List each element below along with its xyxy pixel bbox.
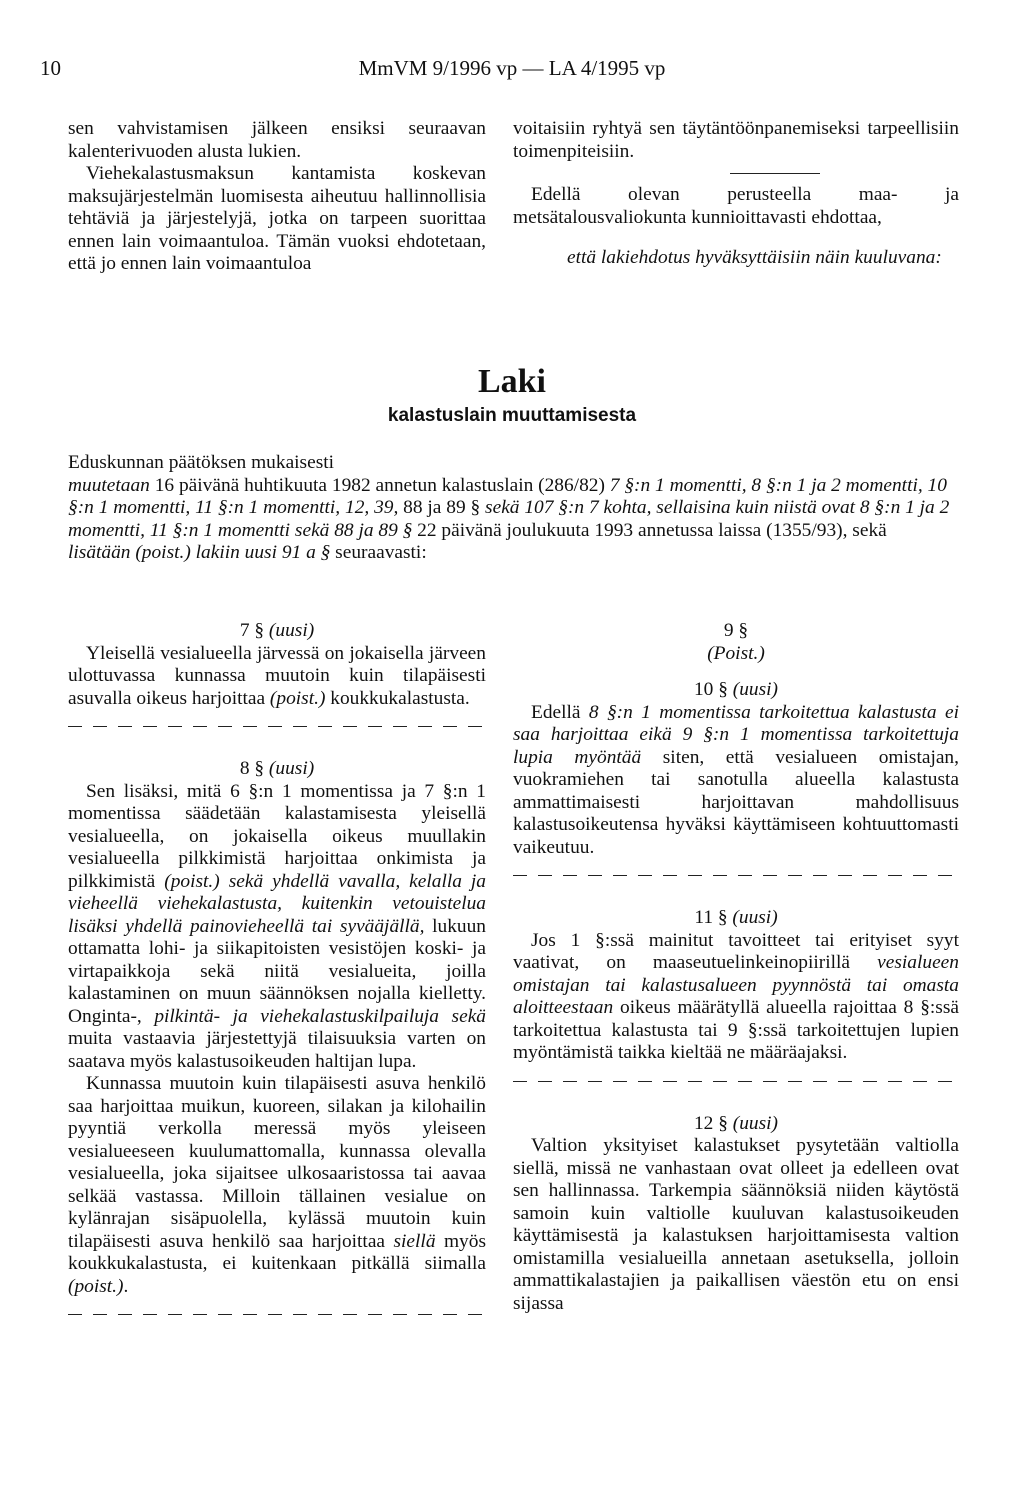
paragraph bbox=[68, 1073, 486, 1298]
law-title: Laki bbox=[477, 363, 547, 400]
right-column bbox=[513, 620, 959, 1315]
preamble-text: 22 päivänä joulukuuta 1993 annetussa laissa (1355/93), sekä bbox=[412, 519, 887, 541]
section-heading bbox=[513, 1113, 959, 1136]
top-right-column bbox=[513, 118, 959, 270]
paragraph: voitaisiin ryhtyä sen täytäntöönpanemiseksi tarpeellisiin toimenpiteisiin. bbox=[513, 118, 959, 162]
text-run: siellä bbox=[393, 1230, 436, 1252]
paragraph: Viehekalastusmaksun kantamista koskevan maksujärjestelmän luomisesta aiheutuu hallinnollisia tehtäviä ja järjestelyjä, jotka on tarpeen suorittaa ennen lain voimaantuloa. Tämän vuoksi ehdotetaan, että jo ennen lain voimaantuloa bbox=[68, 163, 486, 274]
paragraph bbox=[513, 930, 959, 1065]
text-run: myös koukkukalastusta, ei kuitenkaan pitkällä siimalla bbox=[68, 1230, 486, 1274]
text-run: (poist.) bbox=[269, 687, 326, 709]
section-note: (uusi) bbox=[727, 1112, 779, 1134]
dashed-separator bbox=[513, 1071, 959, 1093]
paragraph: Edellä olevan perusteella maa- ja metsätalousvaliokunta kunnioittavasti ehdottaa, bbox=[513, 184, 959, 228]
text-run: lukuun ottamatta lohi- ja siikapitoisten vesistöjen koski- ja virtapaikkoja sekä niitä vesialueita, joilla kalastaminen on muun säännöksen nojalla kielletty. Onginta-, bbox=[68, 915, 486, 1027]
page-number: 10 bbox=[40, 56, 61, 80]
text-run: Jos 1 §:ssä mainitut tavoitteet tai erityiset syyt vaativat, on maaseutuelinkeinopiirillä bbox=[513, 929, 959, 973]
section-number: 11 § bbox=[694, 907, 728, 928]
text-run: Kunnassa muutoin kuin tilapäisesti asuva henkilö saa harjoittaa muikun, kuoreen, silakan ja kilohailin pyyntiä verkolla meressä myös yleiseen vesialueeseen kuulumattomalla, kunnassa olevalla vesialueella, joka sijaitsee ulkosaaristossa tai aavaa selkää vastassa. Milloin tällainen vesialue on kylänrajan sisäpuolella, kylässä muutoin kuin tilapäisesti asuva henkilö saa harjoittaa bbox=[68, 1073, 486, 1252]
paragraph: Valtion yksityiset kalastukset pysytetään valtiolla siellä, missä ne vanhastaan ovat olleet ja edelleen ovat sen hallinnassa. Tarkempia säännöksiä niiden käytöstä samoin kuin valtiolle kuuluvan kalastusoikeuden käyttämisestä ja kalastuksen harjoittamisesta valtion omistamilla vesialueilla annetaan asetuksella, jolloin ammattikalastajien ja paikallisen väestön etu on ensi sijassa bbox=[513, 1135, 959, 1314]
text-run: muita vastaavia järjestettyjä tilaisuuksia varten on saatava myös kalastusoikeuden haltijan lupa. bbox=[68, 1028, 486, 1072]
paragraph bbox=[513, 702, 959, 860]
preamble-text: 16 päivänä huhtikuuta 1982 annetun kalastuslain (286/82) bbox=[149, 474, 610, 496]
text-run: koukkukalastusta. bbox=[325, 687, 470, 709]
section-note: (uusi) bbox=[727, 907, 778, 928]
preamble-text: 7 §:n 1 momentti, 8 §:n 1 ja 2 momentti, 10 §:n 1 momentti, 11 §:n 1 momentti, 12, 39, bbox=[68, 474, 947, 518]
left-column bbox=[68, 620, 486, 1332]
divider bbox=[730, 173, 820, 174]
section-heading: 9 § bbox=[723, 620, 749, 641]
section-heading bbox=[513, 679, 959, 702]
section-note: (uusi) bbox=[727, 679, 779, 700]
preamble-text: muutetaan bbox=[68, 474, 150, 496]
text-run: oikeus määrätyllä alueella rajoittaa 8 §:ssä tarkoitettua kalastusta tai 9 §:ssä tarkoitettujen lupien myöntämistä taikka kieltää ne määräajaksi. bbox=[513, 997, 959, 1063]
text-run: vesialueen omistajan tai kalastusalueen pyynnöstä tai omasta aloitteestaan bbox=[513, 952, 959, 1018]
section-number: 8 § bbox=[239, 758, 265, 779]
paragraph bbox=[68, 643, 486, 711]
text-run: (poist.) bbox=[68, 1275, 124, 1297]
text-run: Sen lisäksi, mitä 6 §:n 1 momentissa ja 7 §:n 1 momentissa säädetään kalastamisesta yleisellä vesialueella, on jokaisella oikeus muullakin vesialueella pilkkimistä harjoittaa onkimista ja pilkkimistä bbox=[68, 780, 486, 892]
section-number: 12 § bbox=[693, 1112, 728, 1134]
text-run: (poist.) sekä yhdellä vavalla, kelalla ja vieheellä viehekalastusta, kuitenkin vetouistelua lisäksi yhdellä painovieheellä tai syvääjällä, bbox=[68, 870, 487, 937]
text-run: Edellä bbox=[531, 701, 589, 723]
dashed-separator bbox=[68, 716, 486, 738]
section-number: 10 § bbox=[693, 679, 728, 700]
section-note: (Poist.) bbox=[707, 642, 765, 664]
preamble-text: seuraavasti: bbox=[330, 542, 427, 563]
law-preamble bbox=[68, 452, 958, 565]
preamble-add bbox=[68, 542, 958, 565]
preamble-text: 88 ja 89 § bbox=[398, 497, 486, 518]
section-number: 7 § bbox=[239, 620, 265, 641]
section-heading bbox=[68, 620, 486, 643]
section-note: (uusi) bbox=[264, 620, 315, 641]
text-run: Yleisellä vesialueella järvessä on jokaisella järveen ulottuvassa kunnassa muutoin kuin tilapäisesti asuvalla oikeus harjoittaa bbox=[68, 642, 486, 709]
text-run: . bbox=[123, 1275, 129, 1297]
text-run: pilkintä- ja viehekalastuskilpailuja sekä bbox=[154, 1005, 486, 1027]
paragraph bbox=[68, 781, 486, 1074]
section-heading bbox=[68, 758, 486, 781]
section-heading bbox=[513, 907, 959, 930]
dashed-separator bbox=[68, 1304, 486, 1326]
preamble-amend bbox=[68, 475, 958, 543]
top-left-column bbox=[68, 118, 486, 276]
running-header: MmVM 9/1996 vp — LA 4/1995 vp bbox=[358, 56, 666, 80]
preamble-line: Eduskunnan päätöksen mukaisesti bbox=[68, 452, 335, 473]
text-run: siten, että vesialueen omistajan, vuokramiehen tai sanotulla alueella kalastusta ammattimaisesti harjoittavan mahdollisuus kalastusoikeutensa hyväksi käyttämiseen kohtuuttomasti vaikeutuu. bbox=[513, 746, 959, 858]
paragraph: sen vahvistamisen jälkeen ensiksi seuraavan kalenterivuoden alusta lukien. bbox=[68, 118, 486, 162]
preamble-text: lisätään (poist.) lakiin uusi 91 a § bbox=[68, 542, 331, 563]
dashed-separator bbox=[513, 865, 959, 887]
proposal-clause: että lakiehdotus hyväksyttäisiin näin kuuluvana: bbox=[567, 247, 942, 268]
text-run: 8 §:n 1 momentissa tarkoitettua kalastusta ei saa harjoittaa eikä 9 §:n 1 momentissa tarkoitettuja lupia myöntää bbox=[513, 701, 959, 768]
section-note: (uusi) bbox=[264, 758, 315, 779]
law-subtitle: kalastuslain muuttamisesta bbox=[387, 405, 637, 426]
preamble-text: sekä 107 §:n 7 kohta, sellaisina kuin niistä ovat 8 §:n 1 ja 2 momentti, 11 §:n 1 momentti sekä 88 ja 89 § bbox=[68, 497, 950, 541]
